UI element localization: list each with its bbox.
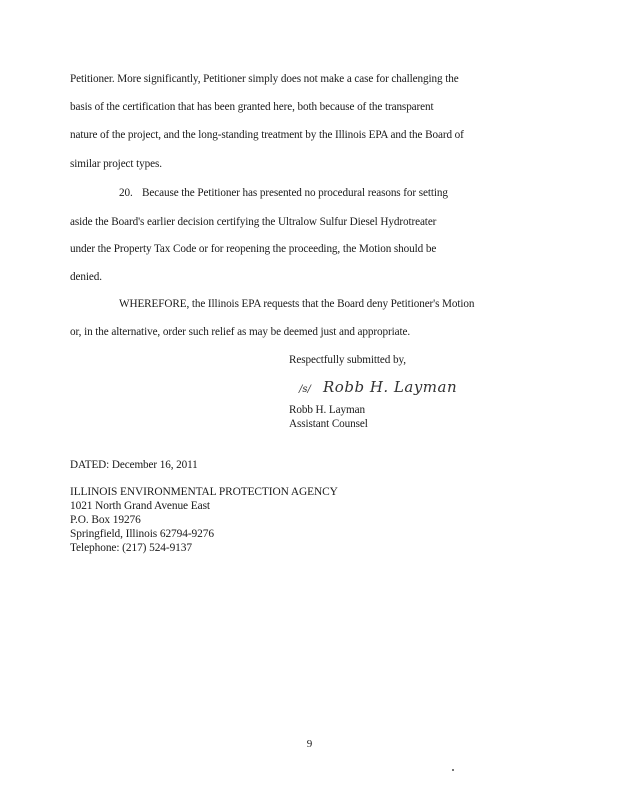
paragraph-line: nature of the project, and the long-standing treatment by the Illinois EPA and the Board of [70,129,464,141]
signer-title: Assistant Counsel [289,418,368,430]
paragraph-number: 20. [119,187,133,199]
address-street: 1021 North Grand Avenue East [70,500,210,512]
paragraph-line: denied. [70,271,102,283]
dated-line: DATED: December 16, 2011 [70,459,198,471]
paragraph-line: Because the Petitioner has presented no procedural reasons for setting [142,187,448,199]
address-city: Springfield, Illinois 62794-9276 [70,528,214,540]
paragraph-line: or, in the alternative, order such relief as may be deemed just and appropriate. [70,326,411,338]
paragraph-line: Petitioner. More significantly, Petitioner simply does not make a case for challenging the [70,73,459,85]
signer-name: Robb H. Layman [289,404,365,416]
paragraph-line: under the Property Tax Code or for reopening the proceeding, the Motion should be [70,243,437,255]
address-phone: Telephone: (217) 524-9137 [70,542,192,554]
address-po-box: P.O. Box 19276 [70,514,141,526]
paragraph-line: WHEREFORE, the Illinois EPA requests that the Board deny Petitioner's Motion [119,298,475,310]
paragraph-line: similar project types. [70,158,162,170]
signature [299,378,457,396]
agency-name: ILLINOIS ENVIRONMENTAL PROTECTION AGENCY [70,486,338,498]
signature-closing: Respectfully submitted by, [289,354,406,366]
paragraph-line: basis of the certification that has been granted here, both because of the transparent [70,101,434,113]
page-number: 9 [306,738,313,750]
scan-speck [452,769,454,771]
paragraph-line: aside the Board's earlier decision certifying the Ultralow Sulfur Diesel Hydrotreater [70,216,437,228]
handwritten-signature: Robb H. Layman [323,378,458,396]
signature-prefix: /s/ [299,384,311,395]
